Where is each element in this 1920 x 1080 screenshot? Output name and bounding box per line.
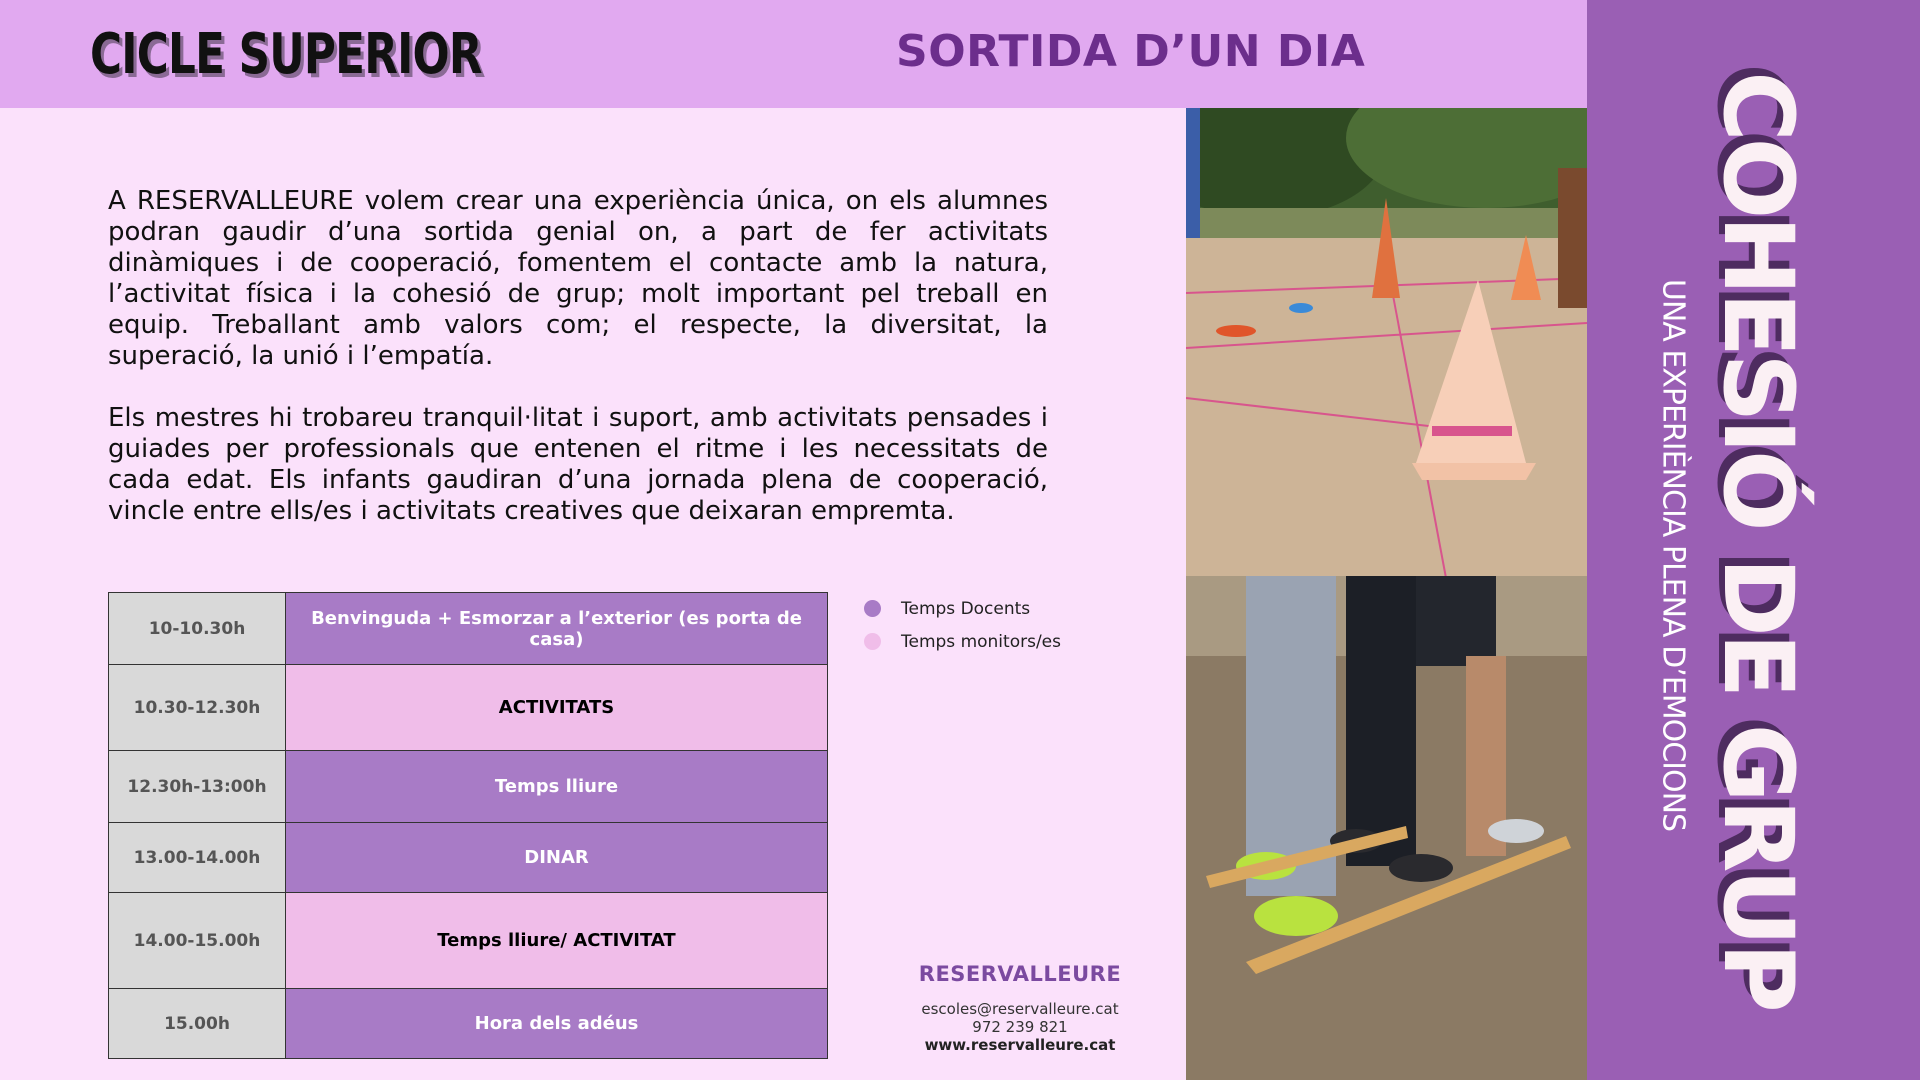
cycle-title: CICLE SUPERIOR: [90, 22, 482, 87]
header-bar: [0, 0, 1587, 108]
schedule-activity: Hora dels adéus: [286, 989, 828, 1059]
legend-item-docents: [864, 592, 1061, 625]
footer-brand: RESERVALLEURE: [918, 962, 1122, 986]
schedule-activity: Benvinguda + Esmorzar a l’exterior (es porta de casa): [286, 593, 828, 665]
legend-label: Temps monitors/es: [901, 631, 1061, 652]
schedule-activity: Temps lliure: [286, 751, 828, 823]
schedule-row: [109, 989, 828, 1059]
schedule-activity: Temps lliure/ ACTIVITAT: [286, 893, 828, 989]
contact-footer: [900, 962, 1140, 1054]
schedule-time: 15.00h: [109, 989, 286, 1059]
schedule-row: [109, 593, 828, 665]
schedule-time: 14.00-15.00h: [109, 893, 286, 989]
legend-label: Temps Docents: [901, 598, 1031, 619]
photo-cones: [1186, 108, 1587, 576]
schedule-activity: ACTIVITATS: [286, 665, 828, 751]
trip-subtitle: SORTIDA D’UN DIA: [896, 26, 1366, 77]
footer-email[interactable]: escoles@reservalleure.cat: [921, 1000, 1119, 1018]
schedule-time: 10.30-12.30h: [109, 665, 286, 751]
footer-website[interactable]: www.reservalleure.cat: [924, 1036, 1116, 1054]
schedule-table: [108, 592, 828, 1059]
schedule-activity: DINAR: [286, 823, 828, 893]
side-title: COHESIÓ DE GRUP: [1702, 71, 1814, 1009]
legend: [864, 592, 1061, 658]
schedule-row: [109, 823, 828, 893]
schedule-time: 13.00-14.00h: [109, 823, 286, 893]
intro-paragraph-2: Els mestres hi trobareu tranquil·litat i suport, amb activitats pensades i guiades per professionals que entenen el ritme i les necessitats de cada edat. Els infants gaudiran d’una jornada plena de cooperació, vincle entre ells/es i activitats creatives que deixaran empremta.: [108, 403, 1048, 526]
schedule-row: [109, 751, 828, 823]
legend-dot-icon: [864, 600, 881, 617]
schedule-time: 12.30h-13:00h: [109, 751, 286, 823]
intro-paragraph-1: A RESERVALLEURE volem crear una experiència única, on els alumnes podran gaudir d’una sortida genial on, a part de fer activitats dinàmiques i de cooperació, fomentem el contacte amb la natura, l’activitat física i la cohesió de grup; molt important pel treball en equip. Treballant amb valors com; el respecte, la diversitat, la superació, la unió i l’empatía.: [108, 186, 1048, 371]
schedule-row: [109, 665, 828, 751]
side-subtitle: UNA EXPERIÈNCIA PLENA D’EMOCIONS: [1655, 278, 1691, 832]
schedule-time: 10-10.30h: [109, 593, 286, 665]
footer-phone: 972 239 821: [972, 1018, 1068, 1036]
schedule-row: [109, 893, 828, 989]
intro-text: [108, 186, 1048, 558]
photo-team-skis: [1186, 576, 1587, 1080]
legend-dot-icon: [864, 633, 881, 650]
legend-item-monitors: [864, 625, 1061, 658]
